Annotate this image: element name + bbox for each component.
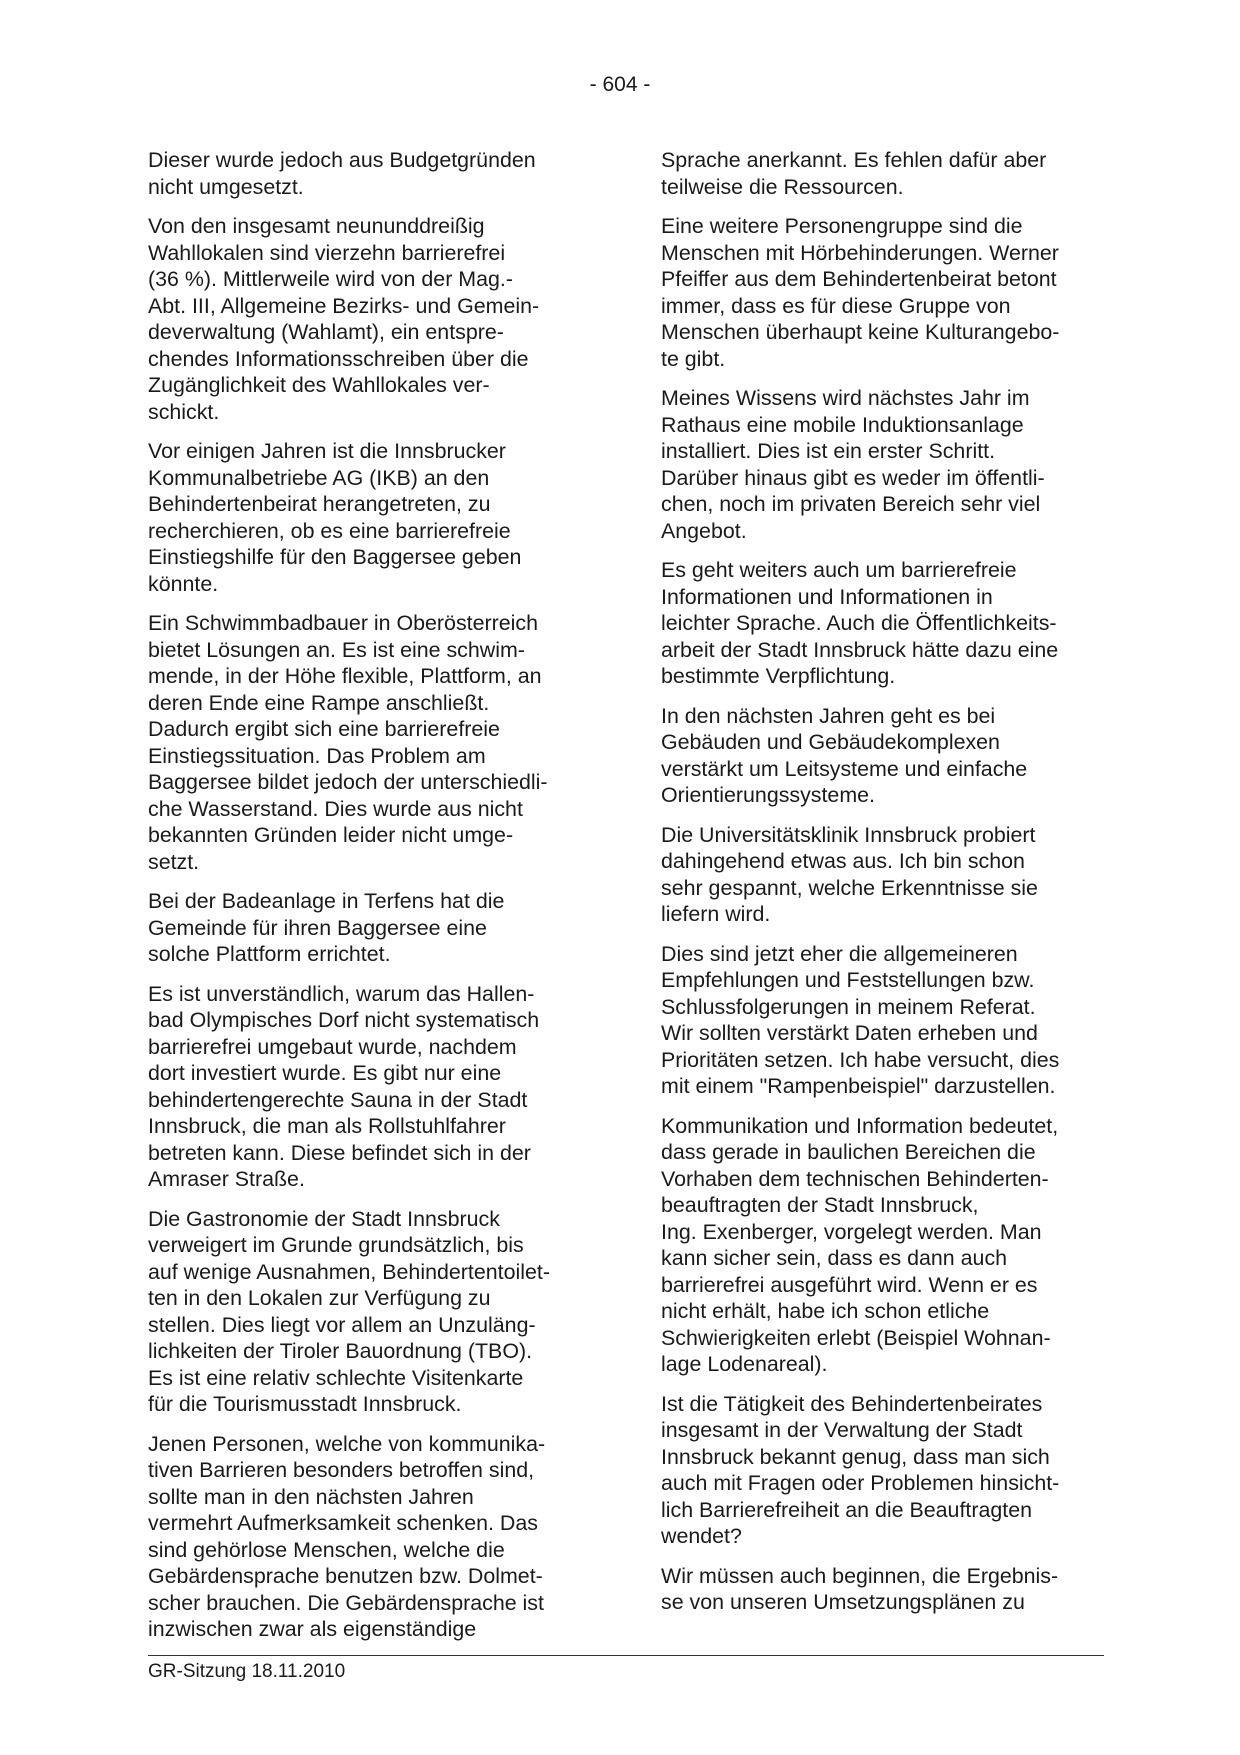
text-line: barrierefrei umgebaut wurde, nachdem (148, 1034, 517, 1059)
text-line: mit einem "Rampenbeispiel" darzustellen. (661, 1074, 1056, 1098)
text-line: solche Plattform errichtet. (148, 942, 391, 966)
text-line: Gemeinde für ihren Baggersee eine (148, 915, 487, 940)
text-line: Eine weitere Personengruppe sind die (661, 214, 1023, 238)
text-line: nicht umgesetzt. (148, 174, 304, 199)
text-line: installiert. Dies ist ein erster Schritt. (661, 439, 996, 463)
text-line: Schwierigkeiten erlebt (Beispiel Wohnan- (661, 1325, 1051, 1350)
text-line: recherchieren, ob es eine barrierefreie (148, 518, 511, 543)
text-line: auch mit Fragen oder Problemen hinsicht- (661, 1471, 1060, 1495)
text-line: Orientierungssysteme. (661, 783, 875, 807)
text-line: leichter Sprache. Auch die Öffentlichkeits- (661, 611, 1057, 635)
text-line: Abt. III, Allgemeine Bezirks- und Gemein- (148, 293, 540, 318)
paragraph (148, 1206, 588, 1418)
text-line: deren Ende eine Rampe anschließt. (148, 690, 490, 715)
text-line: Vor einigen Jahren ist die Innsbrucker (148, 439, 506, 463)
text-line: Angebot. (661, 518, 747, 543)
text-line: Menschen mit Hörbehinderungen. Werner (661, 240, 1059, 265)
text-line: dort investiert wurde. Es gibt nur eine (148, 1061, 502, 1085)
text-line: (36 %). Mittlerweile wird von der Mag.- (148, 267, 513, 291)
text-line: lage Lodenareal). (661, 1352, 828, 1376)
text-line: Baggersee bildet jedoch der unterschiedli- (148, 770, 548, 794)
paragraph (148, 147, 588, 200)
paragraph (661, 557, 1101, 690)
text-line: bekannten Gründen leider nicht umge- (148, 823, 514, 847)
text-line: Innsbruck, die man als Rollstuhlfahrer (148, 1114, 506, 1138)
text-line: Die Universitätsklinik Innsbruck probiert (661, 822, 1036, 847)
text-line: sind gehörlose Menschen, welche die (148, 1537, 505, 1562)
page-number: - 604 - (589, 73, 651, 96)
paragraph (148, 981, 588, 1193)
text-line: Bei der Badeanlage in Terfens hat die (148, 889, 505, 913)
text-line: verweigert im Grunde grundsätzlich, bis (148, 1233, 524, 1257)
text-line: nicht erhält, habe ich schon etliche (661, 1299, 990, 1323)
paragraph (661, 1391, 1101, 1550)
text-line: Behindertenbeirat herangetreten, zu (148, 492, 491, 516)
text-line: Prioritäten setzen. Ich habe versucht, dies (661, 1047, 1060, 1072)
text-line: Wir müssen auch beginnen, die Ergebnis- (661, 1563, 1059, 1588)
text-line: Menschen überhaupt keine Kulturangebo- (661, 320, 1060, 344)
text-line: mende, in der Höhe flexible, Plattform, an (148, 664, 542, 688)
text-line: immer, dass es für diese Gruppe von (661, 293, 1011, 318)
text-line: auf wenige Ausnahmen, Behindertentoilet- (148, 1259, 550, 1284)
text-line: chen, noch im privaten Bereich sehr viel (661, 492, 1041, 516)
text-line: behindertengerechte Sauna in der Stadt (148, 1087, 528, 1112)
text-line: lich Barrierefreiheit an die Beauftragten (661, 1497, 1032, 1522)
text-line: könnte. (148, 571, 219, 596)
text-line: bad Olympisches Dorf nicht systematisch (148, 1008, 540, 1032)
text-line: Die Gastronomie der Stadt Innsbruck (148, 1206, 500, 1231)
text-line: tiven Barrieren besonders betroffen sind, (148, 1458, 535, 1482)
text-line: Ein Schwimmbadbauer in Oberösterreich (148, 611, 538, 635)
text-line: Empfehlungen und Feststellungen bzw. (661, 968, 1035, 992)
text-line: Einstiegshilfe für den Baggersee geben (148, 545, 522, 569)
text-line: Schlussfolgerungen in meinem Referat. (661, 994, 1036, 1019)
paragraph (661, 941, 1101, 1100)
text-line: insgesamt in der Verwaltung der Stadt (661, 1418, 1023, 1442)
text-line: scher brauchen. Die Gebärdensprache ist (148, 1590, 544, 1615)
text-line: In den nächsten Jahren geht es bei (661, 703, 996, 728)
text-line: wendet? (661, 1524, 742, 1548)
text-line: te gibt. (661, 346, 726, 371)
text-line: Einstiegssituation. Das Problem am (148, 743, 486, 768)
text-line: kann sicher sein, dass es dann auch (661, 1246, 1008, 1270)
text-line: Ing. Exenberger, vorgelegt werden. Man (661, 1219, 1042, 1244)
paragraph (661, 703, 1101, 809)
paragraph (661, 1563, 1101, 1616)
text-line: Es geht weiters auch um barrierefreie (661, 558, 1017, 582)
text-line: Wahllokalen sind vierzehn barrierefrei (148, 240, 506, 265)
text-line: Amraser Straße. (148, 1167, 305, 1191)
text-line: sollte man in den nächsten Jahren (148, 1484, 474, 1509)
text-line: Wir sollten verstärkt Daten erheben und (661, 1021, 1038, 1045)
right-column (661, 147, 1101, 1629)
paragraph (661, 385, 1101, 544)
text-line: für die Tourismusstadt Innsbruck. (148, 1392, 462, 1416)
text-line: Es ist unverständlich, warum das Hallen- (148, 981, 535, 1006)
text-line: Es ist eine relativ schlechte Visitenkarte (148, 1365, 524, 1390)
text-line: Vorhaben dem technischen Behinderten- (661, 1166, 1049, 1191)
text-line: deverwaltung (Wahlamt), ein entspre- (148, 320, 504, 344)
text-line: setzt. (148, 849, 200, 874)
text-line: ten in den Lokalen zur Verfügung zu (148, 1286, 491, 1310)
text-line: Dieser wurde jedoch aus Budgetgründen (148, 148, 536, 172)
text-line: stellen. Dies liegt vor allem an Unzuläng- (148, 1312, 536, 1337)
text-line: barrierefrei ausgeführt wird. Wenn er es (661, 1272, 1038, 1297)
text-line: Pfeiffer aus dem Behindertenbeirat betont (661, 267, 1057, 291)
text-line: Von den insgesamt neununddreißig (148, 214, 485, 238)
text-line: inzwischen zwar als eigenständige (148, 1617, 477, 1641)
text-line: dass gerade in baulichen Bereichen die (661, 1140, 1036, 1164)
text-line: beauftragten der Stadt Innsbruck, (661, 1193, 979, 1217)
text-line: arbeit der Stadt Innsbruck hätte dazu eine (661, 637, 1059, 662)
text-line: Ist die Tätigkeit des Behindertenbeirates (661, 1391, 1043, 1416)
text-line: se von unseren Umsetzungsplänen zu (661, 1590, 1025, 1614)
paragraph (661, 213, 1101, 372)
paragraph (661, 822, 1101, 928)
text-line: vermehrt Aufmerksamkeit schenken. Das (148, 1511, 538, 1535)
text-line: Dies sind jetzt eher die allgemeineren (661, 941, 1018, 966)
text-line: Darüber hinaus gibt es weder im öffentli- (661, 465, 1045, 490)
text-line: Sprache anerkannt. Es fehlen dafür aber (661, 148, 1047, 172)
text-line: Rathaus eine mobile Induktionsanlage (661, 412, 1024, 437)
text-line: betreten kann. Diese befindet sich in der (148, 1140, 531, 1165)
paragraph (661, 147, 1101, 200)
text-line: Kommunikation und Information bedeutet, (661, 1113, 1059, 1138)
paragraph (148, 213, 588, 425)
text-line: sehr gespannt, welche Erkenntnisse sie (661, 875, 1038, 900)
text-line: bestimmte Verpflichtung. (661, 664, 896, 688)
text-line: Kommunalbetriebe AG (IKB) an den (148, 465, 490, 490)
text-line: Jenen Personen, welche von kommunika- (148, 1431, 546, 1456)
text-line: Innsbruck bekannt genug, dass man sich (661, 1444, 1050, 1469)
text-line: chendes Informationsschreiben über die (148, 346, 529, 371)
text-line: Dadurch ergibt sich eine barrierefreie (148, 717, 500, 741)
text-line: Meines Wissens wird nächstes Jahr im (661, 386, 1030, 410)
paragraph (148, 888, 588, 968)
paragraph (148, 610, 588, 875)
text-line: che Wasserstand. Dies wurde aus nicht (148, 796, 523, 821)
text-line: teilweise die Ressourcen. (661, 174, 904, 199)
text-line: verstärkt um Leitsysteme und einfache (661, 756, 1028, 781)
text-line: bietet Lösungen an. Es ist eine schwim- (148, 637, 525, 662)
left-column (148, 147, 588, 1656)
text-line: Gebärdensprache benutzen bzw. Dolmet- (148, 1564, 543, 1588)
text-line: Zugänglichkeit des Wahllokales ver- (148, 373, 490, 397)
text-line: Gebäuden und Gebäudekomplexen (661, 730, 1000, 754)
paragraph (148, 1431, 588, 1643)
paragraph (148, 438, 588, 597)
footer-divider (148, 1655, 1104, 1656)
text-line: Informationen und Informationen in (661, 584, 993, 609)
text-line: lichkeiten der Tiroler Bauordnung (TBO). (148, 1339, 533, 1363)
footer-session-date: GR-Sitzung 18.11.2010 (148, 1661, 346, 1682)
paragraph (661, 1113, 1101, 1378)
text-line: dahingehend etwas aus. Ich bin schon (661, 849, 1025, 873)
text-line: schickt. (148, 399, 220, 424)
text-line: liefern wird. (661, 902, 771, 926)
